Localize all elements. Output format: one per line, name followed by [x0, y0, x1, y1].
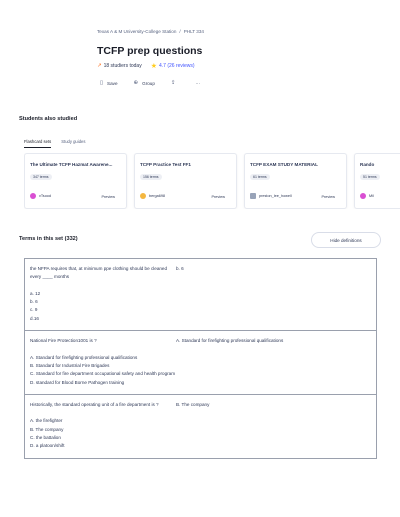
- share-button[interactable]: [171, 80, 180, 86]
- term-text: National Fire Protection1001 is ? A. Standard for firefighting professional qualifications B. Standard for Industrial Fire Brigades C. Standard for fire department occupational safety and health program D. standard for Blood Borne Pathogen training: [30, 338, 176, 385]
- card-terms-badge: 156 terms: [140, 174, 162, 180]
- group-button[interactable]: [134, 80, 155, 86]
- group-label: Group: [142, 80, 155, 86]
- hide-definitions-button[interactable]: Hide definitions: [311, 232, 381, 248]
- page-title: TCFP prep questions: [97, 45, 203, 57]
- tab-flashcard-sets[interactable]: Flashcard sets: [24, 139, 51, 148]
- card-user: [360, 193, 374, 199]
- term-text: Historically, the standard operating unit of a fire department is ? A. the firefighter B. The company C. the battalion D. a platoon/shift: [30, 401, 159, 449]
- avatar: [250, 193, 256, 199]
- card-username: vTsood: [39, 194, 52, 198]
- flashcard-set-card[interactable]: [244, 153, 347, 209]
- term-row: [25, 331, 376, 395]
- term-text: the NFPA requires that, at minimum ppe clothing should be cleaned every ____ months a. 12 b. 6 c. 9 d.16: [30, 266, 168, 321]
- breadcrumb: [97, 29, 204, 34]
- card-title: TCFP Practice Test FF1: [140, 162, 191, 167]
- card-user: [30, 193, 51, 199]
- more-options-button[interactable]: [196, 81, 201, 86]
- bookmark-icon: ▯: [100, 80, 104, 86]
- breadcrumb-course-link[interactable]: PHLT 334: [183, 29, 204, 34]
- card-terms-badge: 61 terms: [250, 174, 270, 180]
- set-stats: [97, 63, 195, 69]
- term-list: [24, 258, 377, 459]
- card-username: berga698: [149, 194, 166, 198]
- card-user: [250, 193, 292, 199]
- save-label: Save: [107, 80, 118, 86]
- terms-section-title: Terms in this set (332): [19, 236, 78, 242]
- save-button[interactable]: [100, 80, 118, 86]
- card-user: [140, 193, 165, 199]
- term-row: [25, 259, 376, 331]
- also-studied-title: Students also studied: [19, 116, 78, 122]
- studiers-count: 18 studiers today: [103, 63, 142, 69]
- card-terms-badge: 347 terms: [30, 174, 52, 180]
- definition-text: A. Standard for firefighting professional qualifications: [176, 338, 284, 344]
- card-title: Rando: [360, 162, 375, 167]
- preview-button[interactable]: Preview: [211, 195, 225, 199]
- breadcrumb-school-link[interactable]: Texas A & M University-College Station: [97, 29, 177, 34]
- also-studied-tabs: [24, 139, 95, 148]
- avatar: [30, 193, 36, 199]
- card-title: The Ultimate TCFP Hazmat Awarene...: [30, 162, 113, 167]
- definition-text: B. The company: [176, 401, 210, 407]
- tab-study-guides[interactable]: Study guides: [61, 139, 86, 144]
- flashcard-set-card[interactable]: [24, 153, 127, 209]
- card-terms-badge: 51 terms: [360, 174, 380, 180]
- term-row: [25, 395, 376, 458]
- avatar: [360, 193, 366, 199]
- group-icon: ⊕: [133, 80, 139, 86]
- flashcard-set-card[interactable]: [354, 153, 400, 209]
- breadcrumb-separator: /: [179, 29, 181, 34]
- also-studied-carousel: [24, 153, 400, 209]
- card-username: preston_lee_howell: [259, 194, 292, 198]
- set-actions: [100, 80, 216, 86]
- star-icon: ★: [150, 62, 157, 70]
- flashcard-set-card[interactable]: [134, 153, 237, 209]
- fire-icon: ↗: [97, 63, 102, 69]
- card-title: TCFP EXAM STUDY MATERIAL: [250, 162, 318, 167]
- avatar: [140, 193, 146, 199]
- definition-text: b. 6: [176, 266, 184, 271]
- card-username: Mil: [369, 194, 374, 198]
- share-icon: ⇪: [170, 80, 176, 86]
- preview-button[interactable]: Preview: [321, 195, 335, 199]
- more-icon: ···: [195, 80, 201, 86]
- rating-link[interactable]: 4.7 (26 reviews): [158, 63, 195, 69]
- preview-button[interactable]: Preview: [101, 195, 115, 199]
